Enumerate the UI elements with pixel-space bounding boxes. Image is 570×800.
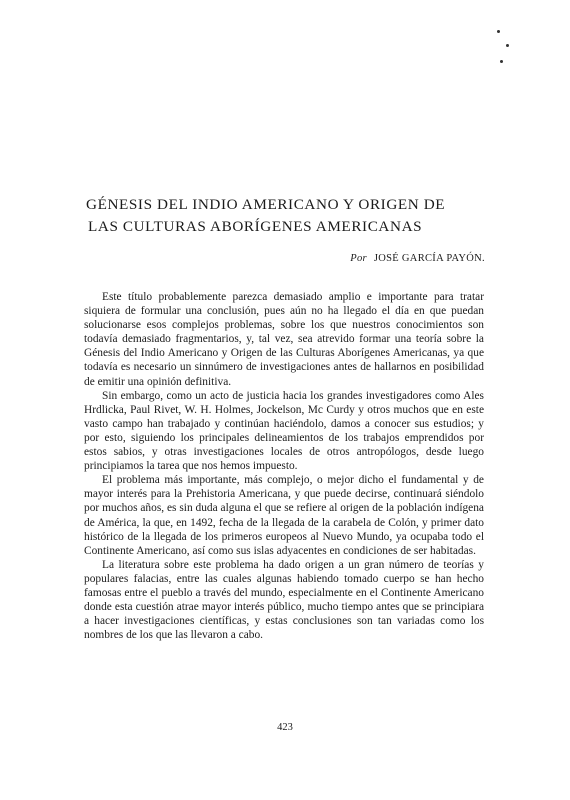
body-paragraph: La literatura sobre este problema ha dado origen a un gran número de teorías y populares falacias, entre las cuales algunas habiendo tomado cuerpo se han hecho famosas entre el pueblo a través del mundo, especialmente en el Continente Americano donde esta cuestión atrae mayor interés público, mucho tiempo antes que se principiara a hacer investigaciones científicas, y estas conclusiones son tan variadas como los nombres de los que las llevaron a cabo. (84, 558, 484, 642)
body-paragraph: Este título probablemente parezca demasiado amplio e importante para tratar siquiera de formular una conclusión, pues aún no ha llegado el día en que puedan solucionarse esos complejos problemas, sobre los que nuestros conocimientos son todavía demasiado fragmentarios, y, tal vez, sea atrevido formar una teoría sobre la Génesis del Indio Americano y Origen de las Culturas Aborígenes Americanas, ya que todavía es necesario un sinnúmero de investigaciones antes de hallarnos en posibilidad de emitir una opinión definitiva. (84, 291, 484, 388)
byline-prefix: Por (350, 253, 367, 264)
margin-marks (497, 10, 509, 70)
article-title-line: GÉNESIS DEL INDIO AMERICANO Y ORIGEN DE (86, 196, 446, 213)
body-paragraph: Sin embargo, como un acto de justicia hacia los grandes investigadores como Ales Hrdlicka, Paul Rivet, W. H. Holmes, Jockelson, Mc Curdy y otros muchos que en este vasto campo han trabajado y continúan haciéndolo, damos a conocer sus estudios; y por esto, siguiendo los principales delineamientos de los trabajos emprendidos por estos sabios, y otras investigaciones locales de otros antropólogos, desde luego principiamos la tarea que nos hemos impuesto. (84, 389, 484, 473)
article-title-line: LAS CULTURAS ABORÍGENES AMERICANAS (88, 218, 423, 235)
body-paragraph: El problema más importante, más complejo, o mejor dicho el fundamental y de mayor interés para la Prehistoria Americana, y que puede decirse, continuará siéndolo por muchos años, es sin duda alguna el que se refiere al origen de la población indígena de América, la que, en 1492, fecha de la llegada de la carabela de Colón, y primer dato histórico de la llegada de los primeros europeos al Nuevo Mundo, ya ocupaba todo el Continente Americano, así como sus islas adyacentes en condiciones de ser habitadas. (84, 474, 484, 557)
author-name: JOSÉ GARCÍA PAYÓN. (373, 253, 485, 264)
byline (350, 253, 485, 264)
article-body (84, 290, 484, 642)
page-number: 423 (277, 722, 293, 733)
article-title (86, 194, 506, 238)
